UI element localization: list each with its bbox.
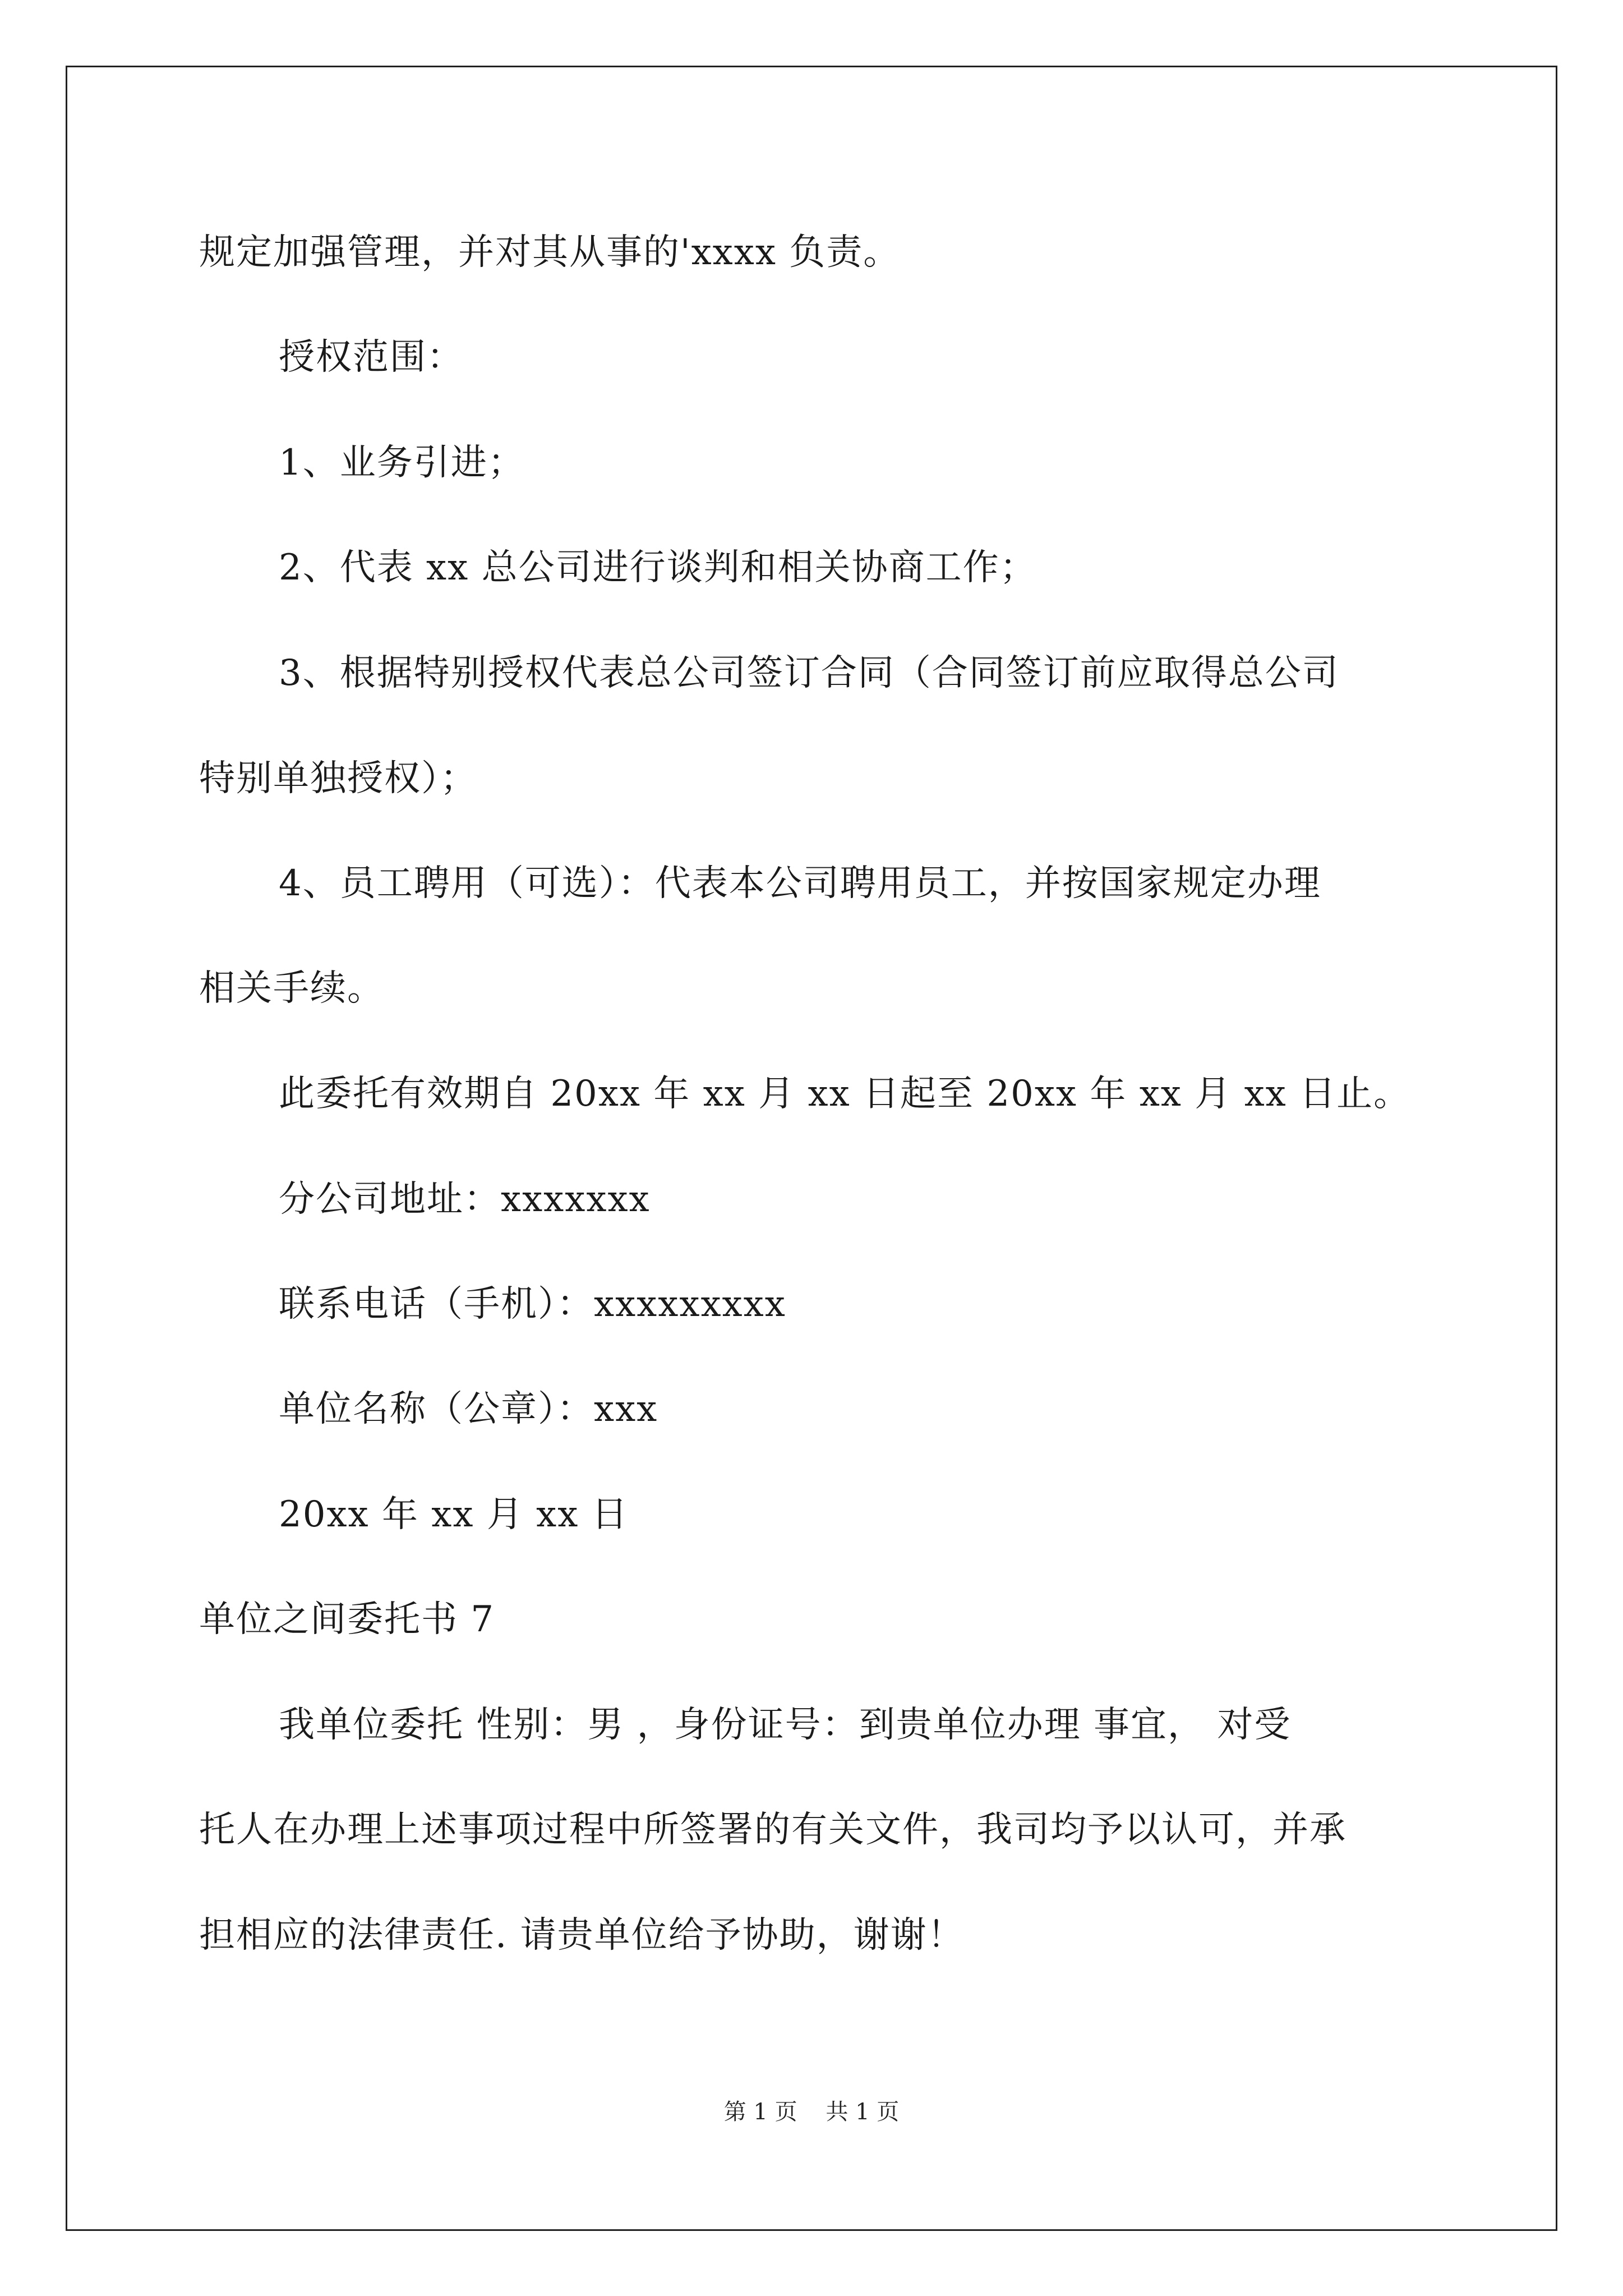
validity-period: 此委托有效期自 20xx 年 xx 月 xx 日起至 20xx 年 xx 月 xx 日止。 [279, 1073, 1411, 1115]
list-item: 1、业务引进； [279, 442, 525, 484]
branch-address: 分公司地址：xxxxxxx [279, 1179, 651, 1220]
paragraph-line: 担相应的法律责任. 请贵单位给予协助，谢谢！ [199, 1915, 965, 1956]
contact-phone: 联系电话（手机）：xxxxxxxxx [279, 1283, 786, 1325]
list-item: 3、根据特别授权代表总公司签订合同（合同签订前应取得总公司 [279, 652, 1339, 694]
paragraph-line: 托人在办理上述事项过程中所签署的有关文件，我司均予以认可，并承 [199, 1809, 1347, 1851]
page-border [66, 66, 1557, 2231]
document-date: 20xx 年 xx 月 xx 日 [279, 1494, 629, 1535]
list-item: 4、员工聘用（可选）：代表本公司聘用员工，并按国家规定办理 [279, 863, 1321, 904]
list-item-continuation: 特别单独授权）； [199, 758, 477, 799]
list-item: 2、代表 xx 总公司进行谈判和相关协商工作； [279, 547, 1037, 588]
section-heading: 授权范围： [279, 337, 464, 378]
paragraph-line: 我单位委托 性别：男 ，身份证号：到贵单位办理 事宜， 对受 [279, 1704, 1292, 1746]
paragraph-line: 规定加强管理，并对其从事的'xxxx 负责。 [199, 232, 901, 273]
unit-name-seal: 单位名称（公章）：xxx [279, 1388, 658, 1430]
page-number-footer: 第 1 页 共 1 页 [723, 2099, 900, 2125]
list-item-continuation: 相关手续。 [199, 968, 384, 1009]
section-title: 单位之间委托书 7 [199, 1599, 495, 1640]
